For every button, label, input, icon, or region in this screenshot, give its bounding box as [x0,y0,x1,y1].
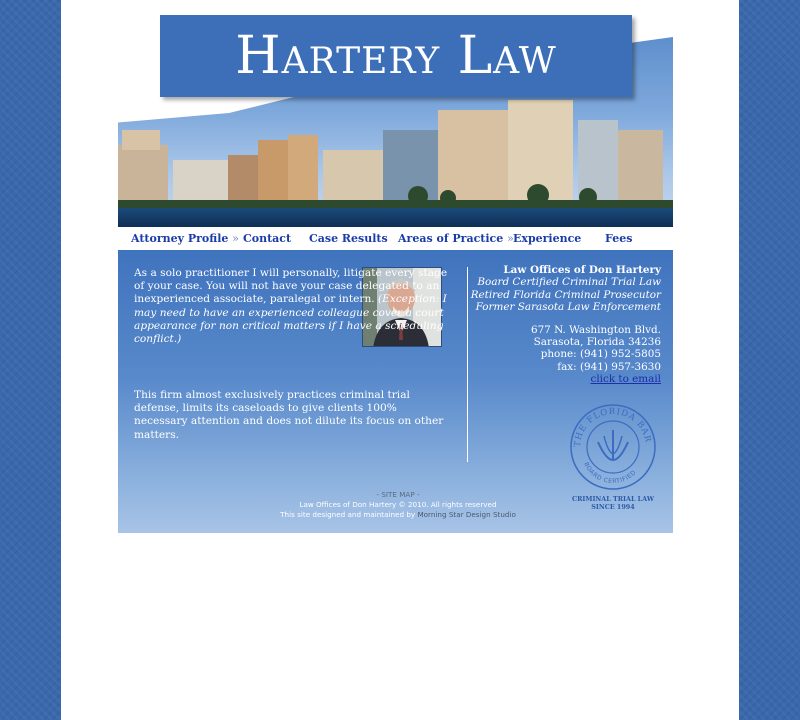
seal-caption-line1: CRIMINAL TRIAL LAW [571,495,654,503]
phone: phone: (941) 952-5805 [540,348,661,361]
nav-label: Experience [513,232,582,245]
firm-name: Law Offices of Don Hartery [503,264,661,276]
practice-paragraph: This firm almost exclusively practices criminal trial defense, limits its caseloads to give clients 100% necessary attention and does not dilute its focus on other matters. [134,389,444,441]
logo-text: Hartery Law [235,26,557,86]
credential: Former Sarasota Law Enforcement [475,301,661,314]
florida-bar-seal-icon [568,402,658,492]
seal-caption-line2: SINCE 1994 [591,503,635,511]
address-city: Sarasota, Florida 34236 [533,336,661,349]
nav-label: Contact [243,232,292,245]
nav-experience[interactable] [513,232,581,245]
nav-attorney-profile[interactable] [131,232,239,245]
copyright: Law Offices of Don Hartery © 2010. All rights reserved [299,500,497,509]
main-nav [118,228,673,250]
svg-text:BOARD CERTIFIED: BOARD CERTIFIED [582,461,638,486]
intro-text: As a solo practitioner I will personally, litigate every stage of your case. You will not have your case delegated to an inexperienced associate, paralegal or intern. [134,267,448,306]
fax: fax: (941) 957-3630 [557,360,661,373]
svg-text:THE FLORIDA BAR: THE FLORIDA BAR [572,406,653,448]
header-banner [118,15,673,227]
logo[interactable] [160,15,632,97]
nav-label: Attorney Profile [131,232,229,245]
credential: Retired Florida Criminal Prosecutor [470,288,661,301]
credential: Board Certified Criminal Trial Law [477,276,661,289]
contact-info [461,264,661,386]
nav-label: Fees [605,232,633,245]
studio-link[interactable]: Morning Star Design Studio [417,510,516,519]
nav-areas-of-practice[interactable] [398,232,514,245]
designer-credit: This site designed and maintained by [280,510,416,519]
address-street: 677 N. Washington Blvd. [530,323,661,336]
nav-label: Areas of Practice [398,232,504,245]
intro-paragraph [134,267,454,346]
water [118,208,673,227]
nav-case-results[interactable] [309,232,388,245]
footer [238,490,558,520]
nav-label: Case Results [309,232,388,245]
seal-caption [563,495,663,511]
chevron-right-icon: » [232,232,240,245]
email-link[interactable]: click to email [590,373,661,386]
chevron-right-icon: » [507,232,514,245]
sitemap-link[interactable]: - SITE MAP - [376,490,420,499]
content-panel [118,250,673,533]
nav-contact[interactable] [243,232,291,245]
page [61,0,739,720]
intro-exception: (Exception: I may need to have an experienced colleague cover a court appearance for non critical matters if I have a scheduling conflict.) [134,293,447,346]
nav-fees[interactable] [605,232,632,245]
